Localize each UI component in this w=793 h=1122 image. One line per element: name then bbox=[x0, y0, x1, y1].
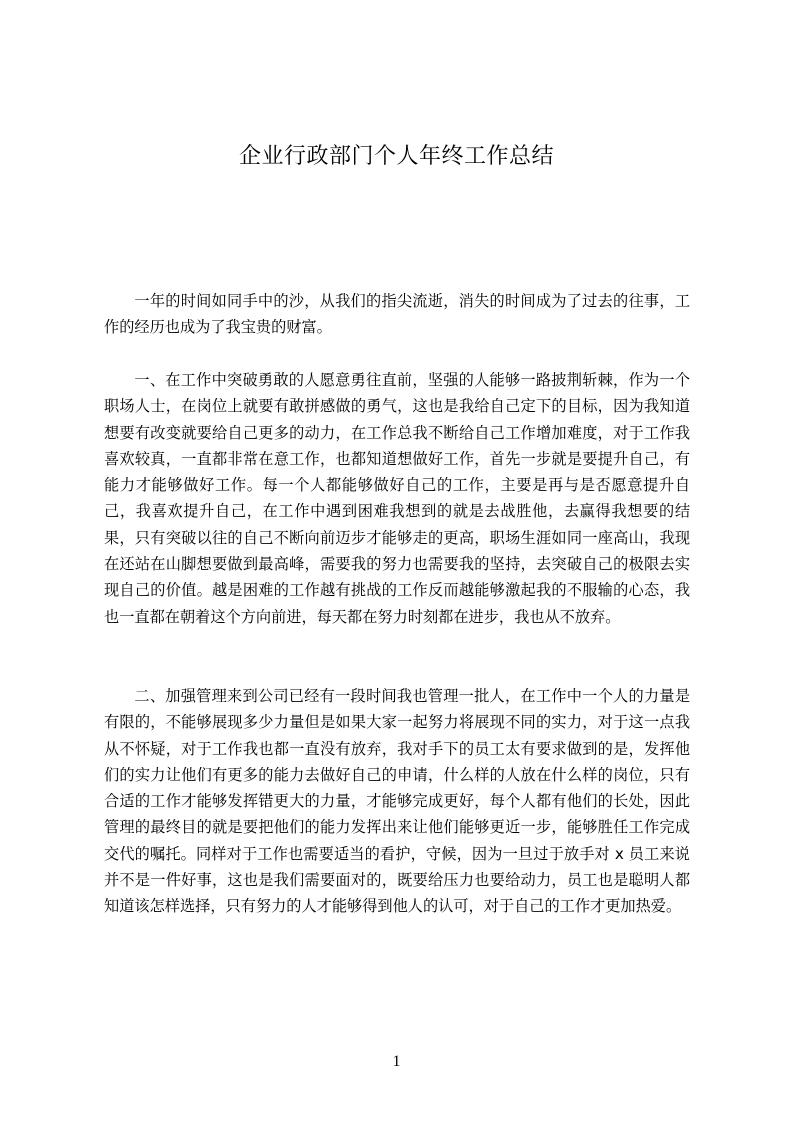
document-title: 企业行政部门个人年终工作总结 bbox=[238, 144, 554, 169]
paragraph-section-one: 一、在工作中突破勇敢的人愿意勇往直前，坚强的人能够一路披荆斩棘，作为一个职场人士，在岗位上就要有敢拼感做的勇气，这也是我给自己定下的目标，因为我知道想要有改变就要给自己更多的动力，在工作总我不断给自己工作增加难度，对于工作我喜欢较真，一直都非常在意工作，也都知道想做好工作，首先一步就是要提升自己，有能力才能够做好工作。每一个人都能够做好自己的工作，主要是再与是否愿意提升自己，我喜欢提升自己，在工作中遇到困难我想到的就是去战胜他，去赢得我想要的结果，只有突破以往的自己不断向前迈步才能够走的更高，职场生涯如同一座高山，我现在还站在山脚想要做到最高峰，需要我的努力也需要我的坚持，去突破自己的极限去实现自己的价值。越是困难的工作越有挑战的工作反而越能够激起我的不服输的心态，我也一直都在朝着这个方向前进，每天都在努力时刻都在进步，我也从不放弃。 bbox=[104, 371, 690, 626]
paragraph-intro: 一年的时间如同手中的沙，从我们的指尖流逝，消失的时间成为了过去的往事，工作的经历也成为了我宝贵的财富。 bbox=[104, 292, 690, 337]
paragraph-section-two: 二、加强管理来到公司已经有一段时间我也管理一批人，在工作中一个人的力量是有限的，不能够展现多少力量但是如果大家一起努力将展现不同的实力，对于这一点我从不怀疑，对于工作我也都一直没有放弃，我对手下的员工太有要求做到的是，发挥他们的实力让他们有更多的能力去做好自己的申请，什么样的人放在什么样的岗位，只有合适的工作才能够发挥错更大的力量，才能够完成更好，每个人都有他们的长处，因此管理的最终目的就是要把他们的能力发挥出来让他们能够更近一步，能够胜任工作完成交代的嘱托。同样对于工作也需要适当的看护，守候，因为一旦过于放手对 x 员工来说并不是一件好事，这也是我们需要面对的，既要给压力也要给动力，员工也是聪明人都知道该怎样选择，只有努力的人才能够得到他人的认可，对于自己的工作才更加热爱。 bbox=[104, 687, 690, 916]
page-number: 1 bbox=[392, 1053, 401, 1070]
